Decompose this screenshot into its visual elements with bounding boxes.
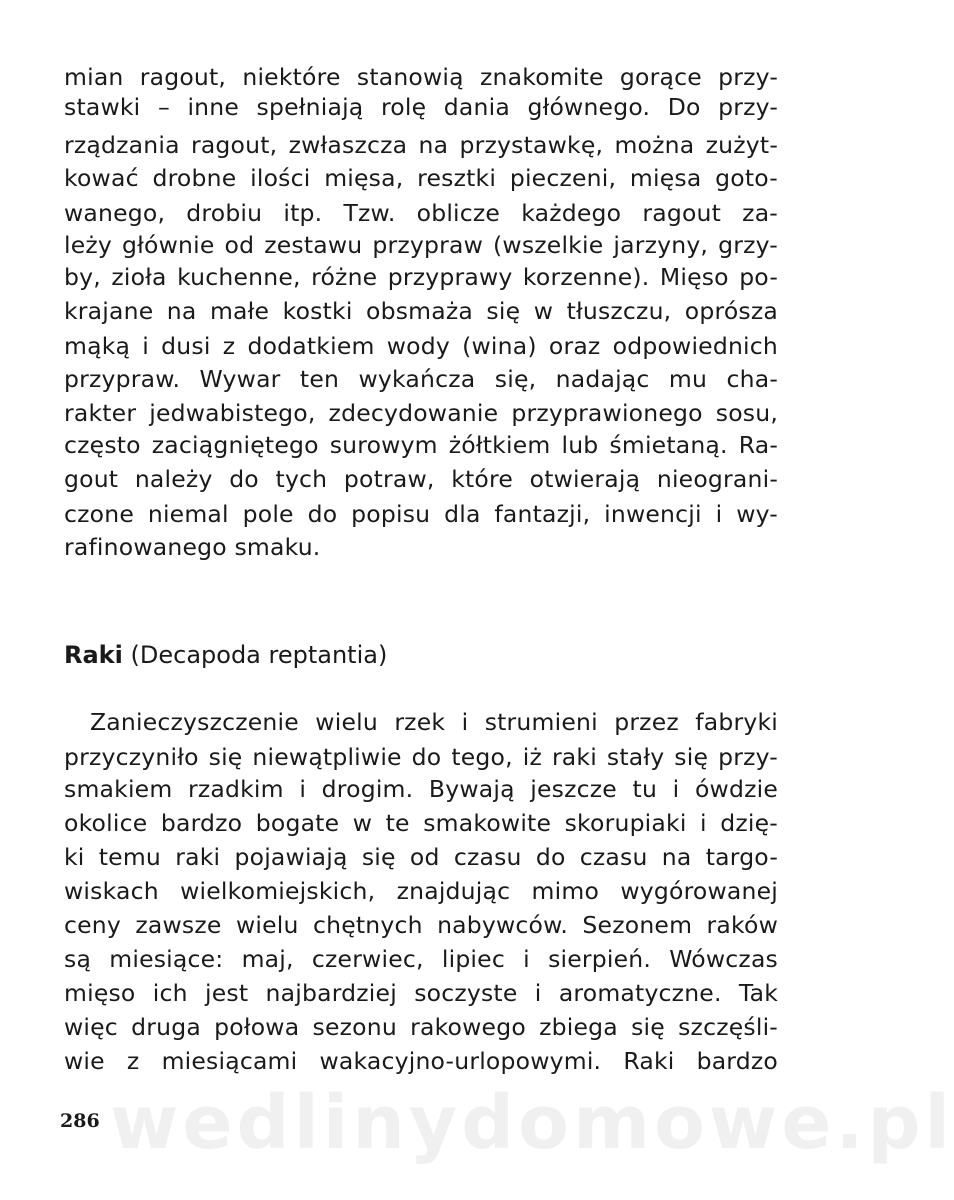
text-line: mąką i dusi z dodatkiem wody (wina) oraz odpowiednich	[64, 332, 778, 360]
text-line: kować drobne ilości mięsa, resztki pieczeni, mięsa goto-	[64, 164, 778, 192]
text-line: wiskach wielkomiejskich, znajdując mimo wygórowanej	[64, 877, 778, 905]
text-line: by, zioła kuchenne, różne przyprawy korzenne). Mięso po-	[64, 263, 778, 291]
text-line: krajane na małe kostki obsmaża się w tłuszczu, oprósza	[64, 297, 778, 325]
text-line: ceny zawsze wielu chętnych nabywców. Sezonem raków	[64, 911, 778, 939]
page-number: 286	[60, 1110, 100, 1132]
text-line: przyczyniło się niewątpliwie do tego, iż raki stały się przy-	[64, 743, 778, 771]
heading-latin-name: (Decapoda reptantia)	[130, 641, 388, 669]
text-line: stawki – inne spełniają rolę dania głównego. Do przy-	[64, 93, 778, 121]
text-line: rafinowanego smaku.	[64, 533, 321, 561]
text-line: smakiem rzadkim i drogim. Bywają jeszcze tu i ówdzie	[64, 775, 778, 803]
text-line: Zanieczyszczenie wielu rzek i strumieni przez fabryki	[90, 708, 778, 736]
text-line: rakter jedwabistego, zdecydowanie przyprawionego sosu,	[64, 399, 778, 427]
text-line: są miesiące: maj, czerwiec, lipiec i sierpień. Wówczas	[64, 945, 778, 973]
text-line: mięso ich jest najbardziej soczyste i aromatyczne. Tak	[64, 979, 778, 1007]
section-heading	[64, 640, 387, 670]
text-line: więc druga połowa sezonu rakowego zbiega się szczęśli-	[64, 1013, 778, 1041]
text-line: czone niemal pole do popisu dla fantazji, inwencji i wy-	[64, 500, 778, 528]
text-line: okolice bardzo bogate w te smakowite skorupiaki i dzię-	[64, 809, 778, 837]
text-line: wanego, drobiu itp. Tzw. oblicze każdego ragout za-	[64, 199, 778, 227]
text-line: leży głównie od zestawu przypraw (wszelkie jarzyny, grzy-	[64, 231, 778, 259]
text-line: rządzania ragout, zwłaszcza na przystawkę, można zużyt-	[64, 131, 778, 159]
text-line: gout należy do tych potraw, które otwierają nieograni-	[64, 465, 778, 493]
text-line: często zaciągniętego surowym żółtkiem lub śmietaną. Ra-	[64, 431, 778, 459]
watermark: wedlinydomowe.pl	[110, 1080, 954, 1166]
text-line: ki temu raki pojawiają się od czasu do czasu na targo-	[64, 843, 778, 871]
heading-title: Raki	[64, 641, 123, 669]
text-line: wie z miesiącami wakacyjno-urlopowymi. Raki bardzo	[64, 1047, 778, 1075]
text-line: przypraw. Wywar ten wykańcza się, nadając mu cha-	[64, 365, 778, 393]
text-line: mian ragout, niektóre stanowią znakomite gorące przy-	[64, 63, 778, 91]
